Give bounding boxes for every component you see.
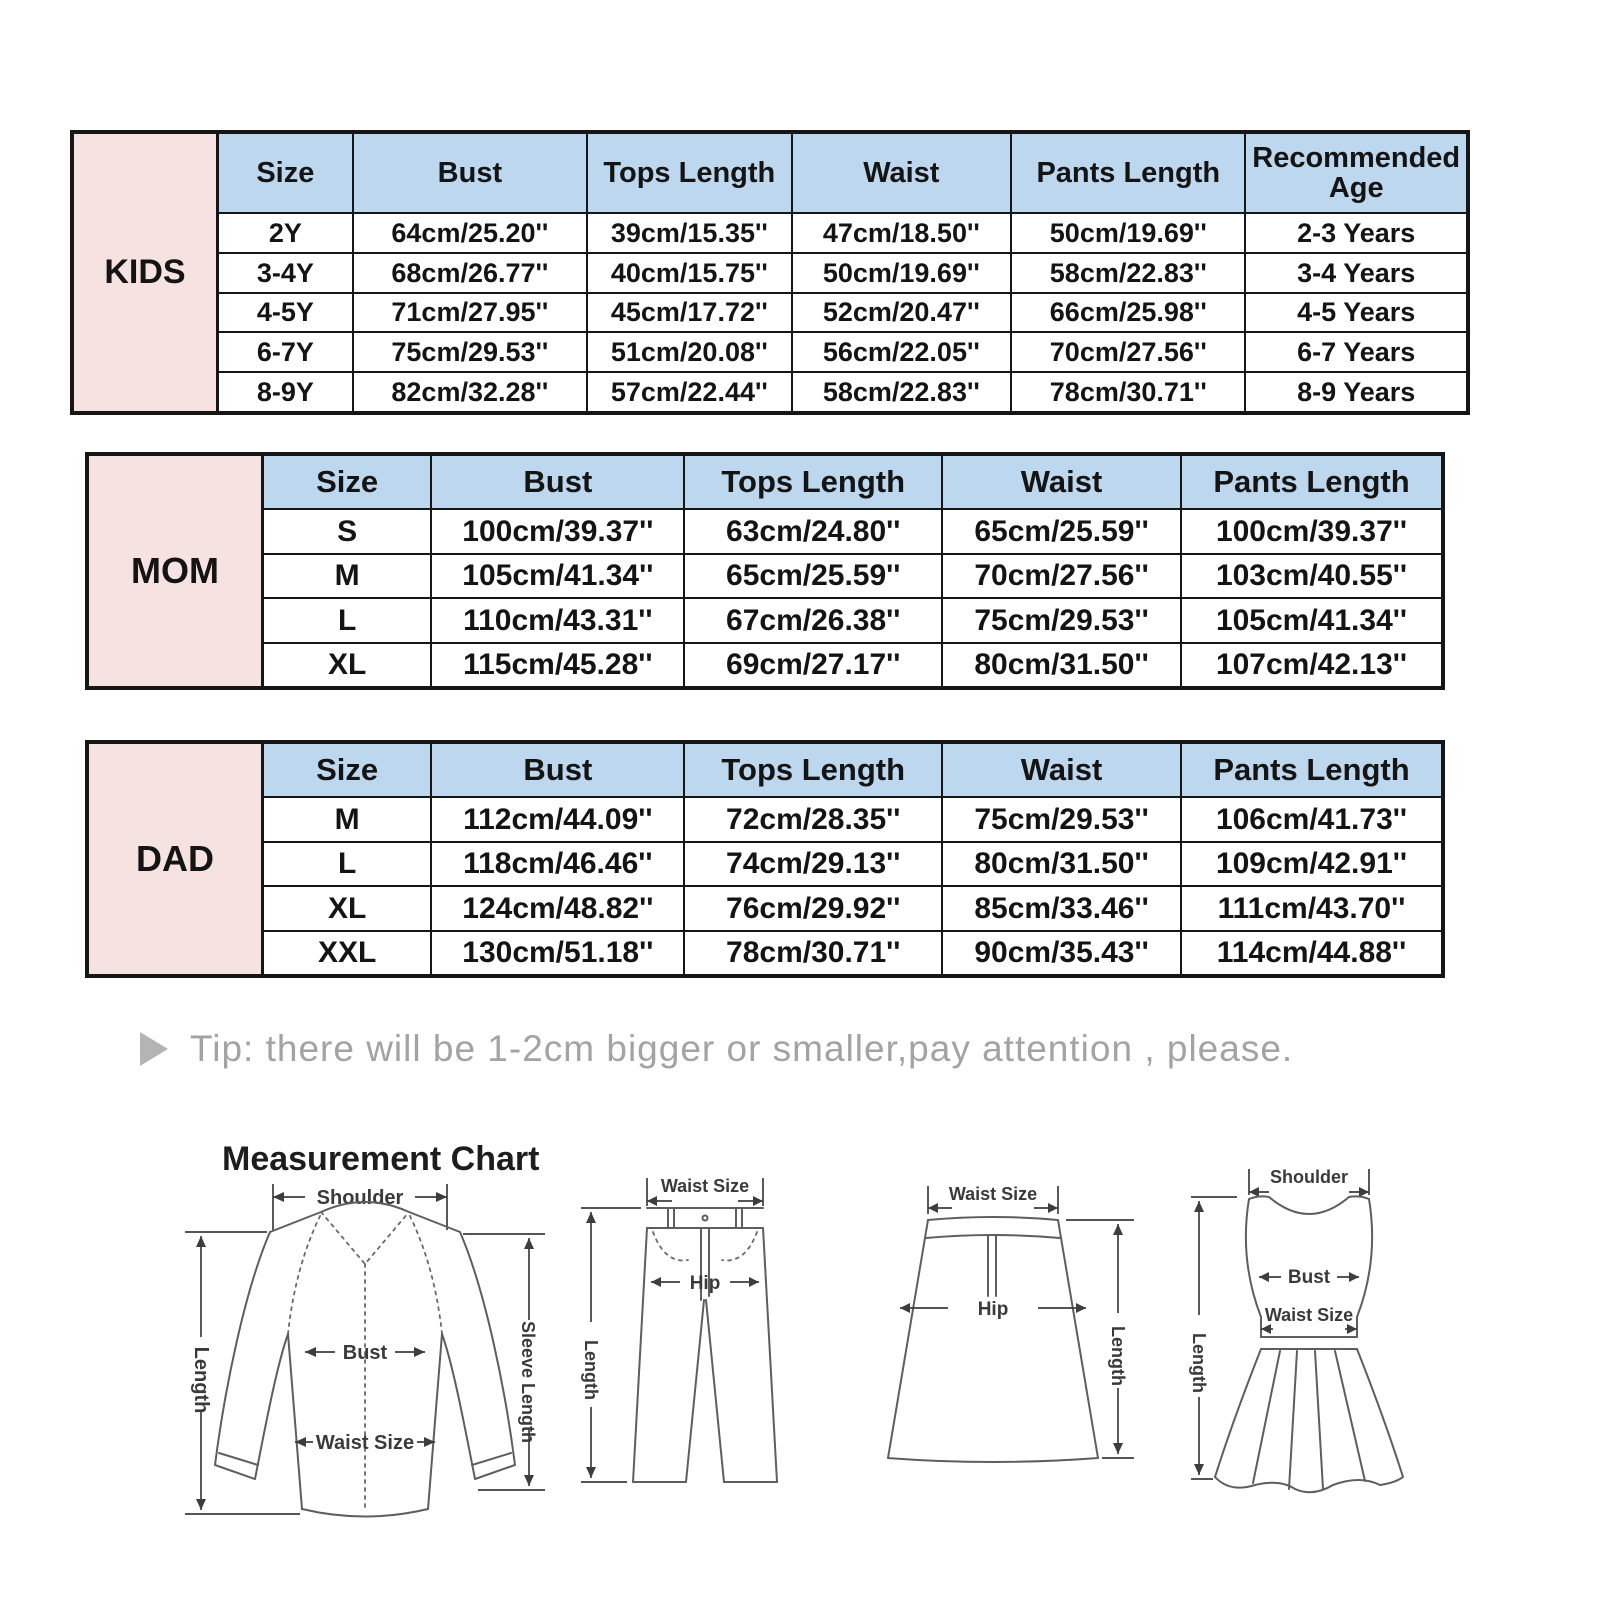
mom-header-row (264, 456, 1441, 508)
shirt-waist-label: Waist Size (315, 1432, 415, 1454)
table-cell: 75cm/29.53'' (943, 798, 1182, 841)
table-cell: 80cm/31.50'' (943, 644, 1182, 687)
skirt-waist-label: Waist Size (948, 1184, 1038, 1204)
table-cell: 110cm/43.31'' (432, 599, 685, 642)
table-cell: 112cm/44.09'' (432, 798, 685, 841)
col-header-tops-length: Tops Length (685, 456, 943, 508)
col-header-pants-length: Pants Length (1213, 463, 1410, 499)
table-row (264, 930, 1441, 975)
mom-table-label: MOM (89, 456, 264, 686)
table-cell: 103cm/40.55'' (1215, 559, 1408, 592)
table-cell: 40cm/15.75'' (588, 254, 793, 292)
shirt-measurement-diagram (175, 1172, 555, 1527)
table-cell: 64cm/25.20'' (354, 214, 588, 252)
table-cell: 70cm/27.56'' (1012, 333, 1246, 371)
shirt-bust-label: Bust (342, 1342, 388, 1364)
kids-table-grid (219, 134, 1466, 411)
col-header-bust: Bust (354, 134, 588, 212)
col-header-tops-length: Tops Length (588, 134, 793, 212)
kids-size-table (70, 130, 1470, 415)
table-cell: 4-5 Years (1297, 297, 1416, 328)
table-cell: 8-9Y (219, 373, 354, 411)
table-cell: 47cm/18.50'' (793, 214, 1012, 252)
table-cell: 4-5Y (219, 294, 354, 332)
mom-size-table (85, 452, 1445, 690)
table-cell: 115cm/45.28'' (432, 644, 685, 687)
table-cell: 57cm/22.44'' (588, 373, 793, 411)
table-cell: 71cm/27.95'' (354, 294, 588, 332)
skirt-length-label: Length (1108, 1326, 1128, 1386)
table-cell: XL (264, 644, 432, 687)
kids-table-body (219, 212, 1466, 411)
table-cell: 58cm/22.83'' (1012, 254, 1246, 292)
dress-shoulder-label: Shoulder (1269, 1167, 1349, 1187)
table-cell: 2Y (219, 214, 354, 252)
dress-length-label: Length (1189, 1333, 1209, 1393)
shirt-shoulder-label: Shoulder (316, 1187, 404, 1209)
col-header-pants-length: Pants Length (1213, 751, 1410, 787)
table-cell: 90cm/35.43'' (943, 932, 1182, 975)
col-header-tops-length: Tops Length (685, 744, 943, 796)
table-cell: 68cm/26.77'' (354, 254, 588, 292)
col-header-size: Size (264, 456, 432, 508)
table-row (264, 553, 1441, 598)
table-cell: 58cm/22.83'' (793, 373, 1012, 411)
shirt-length-label: Length (190, 1346, 212, 1414)
table-cell: XL (264, 887, 432, 930)
table-cell: 75cm/29.53'' (354, 333, 588, 371)
col-header-bust: Bust (432, 456, 685, 508)
table-cell: 52cm/20.47'' (793, 294, 1012, 332)
skirt-hip-label: Hip (977, 1299, 1009, 1320)
table-cell: 100cm/39.37'' (1215, 514, 1408, 548)
dad-table-label: DAD (89, 744, 264, 974)
table-cell: 51cm/20.08'' (588, 333, 793, 371)
dress-waist-label: Waist Size (1264, 1305, 1354, 1325)
pants-hip-label: Hip (689, 1273, 721, 1294)
tip-text: Tip: there will be 1-2cm bigger or smaller,pay attention , please. (190, 1028, 1294, 1069)
table-row (219, 292, 1466, 332)
table-cell: 118cm/46.46'' (432, 843, 685, 886)
table-cell: 6-7Y (219, 333, 354, 371)
play-triangle-icon (140, 1032, 168, 1066)
table-cell: 114cm/44.88'' (1216, 936, 1407, 969)
table-cell: 78cm/30.71'' (685, 932, 943, 975)
table-cell: 106cm/41.73'' (1215, 802, 1408, 836)
table-row (219, 212, 1466, 252)
table-cell: 70cm/27.56'' (943, 555, 1182, 598)
table-cell: 65cm/25.59'' (685, 555, 943, 598)
table-cell: M (264, 798, 432, 841)
mom-table-grid (264, 456, 1441, 686)
dress-bust-label: Bust (1287, 1267, 1331, 1288)
table-cell: 66cm/25.98'' (1012, 294, 1246, 332)
table-cell: 65cm/25.59'' (943, 510, 1182, 553)
col-header-waist: Waist (793, 134, 1012, 212)
tip-note (140, 1028, 1293, 1070)
dad-table-grid (264, 744, 1441, 974)
table-cell: 39cm/15.35'' (588, 214, 793, 252)
table-row (264, 841, 1441, 886)
table-row (219, 252, 1466, 292)
dad-table-body (264, 796, 1441, 974)
dress-measurement-diagram (1185, 1165, 1435, 1510)
col-header-pants-length: Pants Length (1012, 134, 1246, 212)
table-cell: 67cm/26.38'' (685, 599, 943, 642)
skirt-measurement-diagram (850, 1178, 1160, 1478)
table-cell: 105cm/41.34'' (1215, 603, 1408, 637)
table-cell: 2-3 Years (1297, 217, 1416, 248)
table-cell: L (264, 599, 432, 642)
col-header-recommended-age: Recommended Age (1252, 141, 1461, 204)
table-cell: 72cm/28.35'' (685, 798, 943, 841)
table-cell: 45cm/17.72'' (588, 294, 793, 332)
table-cell: 124cm/48.82'' (432, 887, 685, 930)
shirt-sleeve-length-label: Sleeve Length (518, 1320, 538, 1444)
mom-table-body (264, 508, 1441, 686)
col-header-size: Size (219, 134, 354, 212)
table-row (264, 796, 1441, 841)
table-cell: 3-4Y (219, 254, 354, 292)
dad-header-row (264, 744, 1441, 796)
pants-length-label: Length (581, 1340, 601, 1400)
table-cell: 109cm/42.91'' (1215, 847, 1408, 880)
table-cell: 100cm/39.37'' (432, 510, 685, 553)
table-cell: 130cm/51.18'' (432, 932, 685, 975)
table-cell: L (264, 843, 432, 886)
col-header-size: Size (264, 744, 432, 796)
table-cell: 105cm/41.34'' (432, 555, 685, 598)
table-cell: 75cm/29.53'' (943, 599, 1182, 642)
table-cell: S (264, 510, 432, 553)
table-cell: 76cm/29.92'' (685, 887, 943, 930)
col-header-waist: Waist (943, 744, 1182, 796)
table-cell: XXL (264, 932, 432, 975)
table-cell: 78cm/30.71'' (1012, 373, 1246, 411)
table-row (219, 331, 1466, 371)
col-header-waist: Waist (943, 456, 1182, 508)
table-cell: 3-4 Years (1297, 257, 1416, 288)
measurement-chart-title: Measurement Chart (222, 1140, 540, 1178)
table-row (264, 508, 1441, 553)
table-cell: 82cm/32.28'' (354, 373, 588, 411)
table-cell: 6-7 Years (1297, 337, 1416, 368)
table-cell: 63cm/24.80'' (685, 510, 943, 553)
table-cell: 74cm/29.13'' (685, 843, 943, 886)
col-header-bust: Bust (432, 744, 685, 796)
table-row (264, 885, 1441, 930)
table-row (219, 371, 1466, 411)
dad-size-table (85, 740, 1445, 978)
table-cell: 50cm/19.69'' (1012, 214, 1246, 252)
table-cell: 111cm/43.70'' (1217, 891, 1406, 925)
pants-waist-label: Waist Size (660, 1176, 750, 1196)
table-cell: 50cm/19.69'' (793, 254, 1012, 292)
table-cell: 69cm/27.17'' (685, 644, 943, 687)
table-cell: 85cm/33.46'' (943, 887, 1182, 930)
table-cell: 107cm/42.13'' (1215, 648, 1408, 681)
table-cell: 56cm/22.05'' (793, 333, 1012, 371)
kids-table-label: KIDS (74, 134, 219, 411)
table-cell: M (264, 555, 432, 598)
pants-measurement-diagram (575, 1172, 815, 1507)
table-cell: 8-9 Years (1297, 376, 1416, 407)
kids-header-row (219, 134, 1466, 212)
table-cell: 80cm/31.50'' (943, 843, 1182, 886)
table-row (264, 597, 1441, 642)
table-row (264, 642, 1441, 687)
